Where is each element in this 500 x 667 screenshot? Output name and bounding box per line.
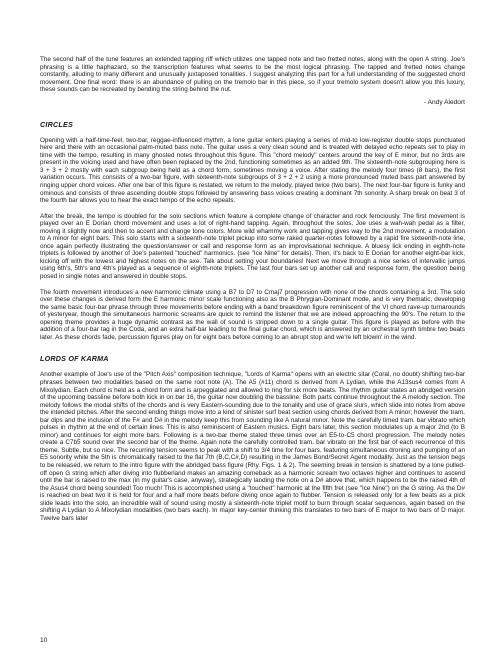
circles-paragraph-1: Opening with a half-time-feel, two-bar, reggae-influenced rhythm, a lone guitar enters playing a series of mid-to low-register double stops punctuated here and there with an occasional palm-muted bass note. The guitar uses a very clean sound and is treated with delayed echo repeats set to play in time with the tempo, resulting in many ghosted notes throughout this figure. This "chord melody" centers around the key of E minor, but no 3rds are present in the voicing used and have often been replaced by the 2nd, functioning sometimes as an added 9th. The sixteenth-note subgrouping here is 3 + 3 + 2 mostly with each subgroup being held as a chord form, sometimes moving a voice. After stating the melody four times (8 bars), the first variation occurs. This consists of a two-bar figure, with sixteenth-note subgroups of 3 + 2 + 2 using a more pronounced muted bass part answered by ringing upper chord voices. After one bar of this figure is restated, we return to the melody, played twice (two bars). The next four-bar figure is funky and ominous and consists of three ascending double stops followed by answering bass voices creating a dominant 7th sonority. A sharp break on beat 3 of the fourth bar allows you to hear the exact tempo of the echo repeats. <box>40 136 465 205</box>
section-heading-lords-of-karma: LORDS OF KARMA <box>40 354 109 364</box>
circles-paragraph-3: The fourth movement introduces a new harmonic climate using a B7 to D7 to Cmaj7 progression with none of the chords containing a 3rd. The solo over these changes is derived form the E harmonic minor scale functioning also as the B Phrygian-Dominant mode, and is very thematic, developing the same basic four-bar phrase through three movements before ending with a band breakdown figure reminiscent of the VI chord rave-up turnarounds of yesteryear, though the simultaneous harmonic screams are quick to remind the listener that we are indeed approaching the 90's. The return to the opening theme provides a huge dynamic contrast as the wall of sound is stripped down to a single guitar. This figure is played as before with the addition of a four-bar tag in the Coda, and an extra half-bar leading to the final guitar chord, which is answered by an orchestral synth timbre two beats later. As these chords fade, percussion figures play on for eight bars before coming to an abrupt stop and we're left blowin' in the wind. <box>40 288 465 341</box>
page-number: 10 <box>40 637 48 644</box>
lords-of-karma-paragraph-1: Another example of Joe's use of the "Pitch Axis" composition technique, "Lords of Karma" opens with an electric sitar (Coral, no doubt) shifting two-bar phrases between two modalities based on the same root note (A). The A5 (#11) chord is derived from A Lydian, while the A13sus4 comes from A Mixolydian. Each chord is held as a chord form and is arpeggiated and allowed to ring for six more beats. The rhythm guitar states an abridged version of the upcoming bassline before both kick in on bar 16, the guitar now doubling the bassline. Both parts continue throughout the A melody section. The melody follows the modal shifts of the chords and is very Eastern-sounding due to the tonality and use of grace slurs, which slide into notes from above the intended pitches. After the second ending things move into a kind of sinister surf beat section using chords derived from A minor; however the tram. bar dips and the inclusion of the F# and D# in the melody keep this from sounding like A natural minor. Note the carefully timed tram. bar vibrato which pulses in rhythm at the end of certain lines. This is also reminiscent of Eastern musics. Eight bars later, this section modulates up a major 2nd (to B minor) and continues for eight more bars. Following is a two-bar theme stated three times over an E5-to-C5 chord progression. The melody notes create a C7b5 sound over the second bar of the theme. Again note the carefully controlled tram. bar vibrato on the first bar of each recurrence of this theme. Subtle, but so nice. The recurring tension seems to peak with a shift to 3/4 time for four bars, featuring simultaneous droning and pumping of an E5 sonority while the 5th is chromatically raised to the flat 7th (B,C,C#,D) resulting in the James Bond/Secret Agent modality. Just as the tension begs to be released, we return to the intro figure with the abridged bass figure (Rhy. Figs. 1 & 2). The seeming break in tension is shattered by a lone pulled-off open G string which after diving into flubberland makes an amazing comeback as a harmonic scream two octaves higher and continues to ascend until the bar is raised to the max (in my guitar's case, anyway), strategically landing the note on a D# above that, which happens to be the raised 4th of the Asus4 chord being sounded! Too much! This is accomplished using a "touched" harmonic at the fifth fret (see "Ice Nine") on the G string. As the D# is reached on beat two it is held for four and a half more beats before diving once again to flubber. Tension is released only for a few beats as a pick slide leads into the solo, an incredible wall of sound using mostly a sixteenth-note triplet motif to burn through scalar sequences, again based on the shifting A Lydian to A Mixolydian modalities (two bars each). In major key-center thinking this translates to two bars of E major to two bars of D major. Twelve bars later <box>40 371 465 522</box>
intro-paragraph: The second half of the tune features an extended tapping riff which utilizes one tapped note and two fretted notes, along with the open A string. Joe's phrasing is a little haphazard, so the transcription features what seems to be the most logical phrasing. The tapped and fretted notes change constantly, alluding to many different and unusually juxtaposed tonalities. I suggest analyzing this part for a full understanding of the suggested chord movement. One final word: there is an abundance of pulling on the tremolo bar in this piece, so if your tremolo system doesn't allow you this luxury, these sounds can be recreated by bending the string behind the nut. <box>40 56 465 94</box>
circles-paragraph-2: After the break, the tempo is doubled for the solo sections which feature a complete change of character and rock ferociously. The first movement is played over an E Dorian chord movement and uses a lot of right-hand tapping. Again, throughout the solos, Joe uses a wah-wah pedal as a filter, moving it slightly now and then to accent and change tone colors. More wild whammy work and tapping gives way to the 2nd movement, a modulation to A minor for eight bars. This solo starts with a sixteenth-note triplet pickup into some raked quarter-notes followed by a rapid fire sixteenth-note line, once again perfectly illustrating the question/answer or call and response form as an improvisational technique. A bluesy lick ending in eighth-note triplets is followed by another of Joe's patented "touched" harmonics. (see "Ice Nine" for details). Then, it's back to E Dorian for another eight-bar kick, kicking off with the lowest and highest notes on the axe. Talk about setting your boundaries! Next we move through a nice series of intervallic jumps using 6th's, 5th's and 4th's played as a sequence of eighth-note triplets. The last four bars set up another call and response form, the question being posed in single notes and answered in double stops. <box>40 212 465 281</box>
author-signature: - Andy Aledort <box>423 98 465 106</box>
text-column <box>40 56 465 530</box>
section-heading-circles: CIRCLES <box>40 119 73 129</box>
